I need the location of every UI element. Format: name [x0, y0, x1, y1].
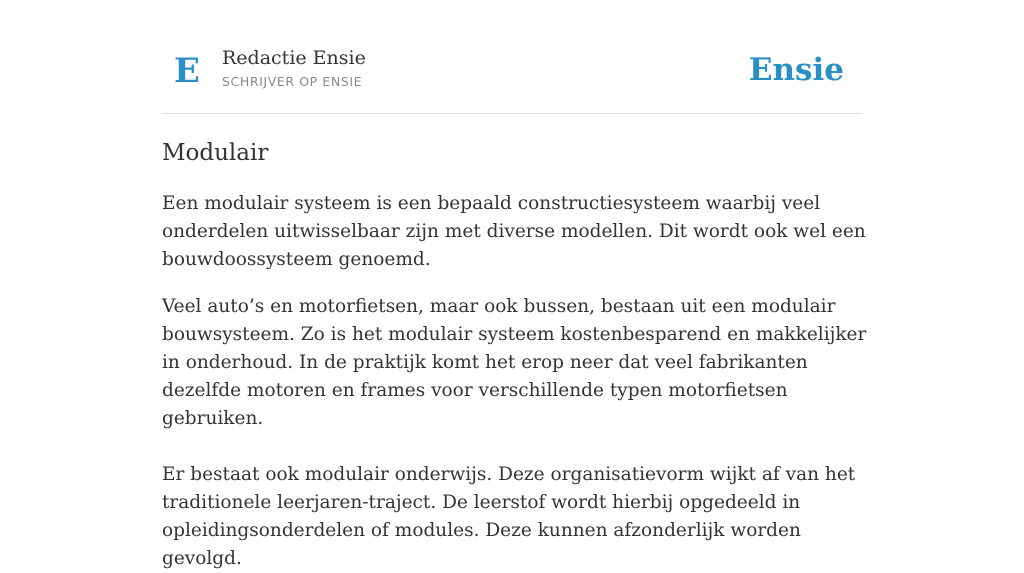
article-title: Modulair [162, 140, 269, 166]
article-paragraph: Een modulair systeem is een bepaald constructiesysteem waarbij veel onderdelen uitwisselbaar zijn met diverse modellen. Dit wordt ook wel een bouwdoossysteem genoemd. [162, 193, 866, 270]
author-name[interactable]: Redactie Ensie [222, 47, 366, 69]
article-paragraph: Veel auto’s en motorfietsen, maar ook bussen, bestaan uit een modulair bouwsysteem. Zo is het modulair systeem kostenbesparend en makkelijker in onderhoud. In de praktijk komt het erop neer dat veel fabrikanten dezelfde motoren en frames voor verschillende typen motorfietsen gebruiken. [162, 296, 867, 429]
article-paragraph: Er bestaat ook modulair onderwijs. Deze organisatievorm wijkt af van het traditionele leerjaren-traject. De leerstof wordt hierbij opgedeeld in opleidingsonderdelen of modules. Deze kunnen afzonderlijk worden gevolgd. [162, 464, 856, 569]
brand-logo[interactable]: Ensie [748, 52, 844, 88]
article-header [162, 0, 862, 114]
author-role: SCHRIJVER OP ENSIE [222, 74, 363, 89]
author-avatar[interactable]: E [174, 51, 200, 91]
article [162, 134, 874, 573]
article-body [162, 190, 874, 573]
